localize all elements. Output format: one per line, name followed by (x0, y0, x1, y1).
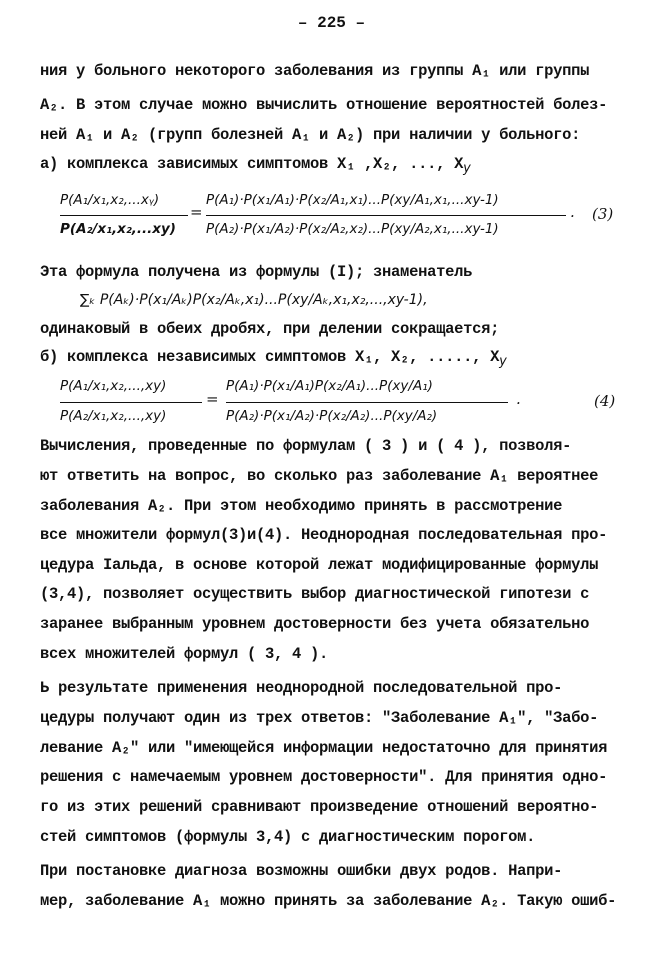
formula-3-right-numerator: P(A₁)·P(x₁/A₁)·P(x₂/A₁,x₁)...P(xy/A₁,x₁,...xy-1) (206, 192, 499, 208)
subscript: y (463, 161, 471, 177)
text-line: го из этих решений сравнивают произведение отношений вероятно- (40, 798, 599, 816)
equals-sign: = (206, 390, 219, 408)
text-line (40, 348, 506, 369)
text-line: (3,4), позволяет осуществить выбор диагностической гипотези с (40, 585, 590, 603)
text-fragment: б) комплекса независимых симптомов X₁, X₂, ....., X (40, 348, 500, 366)
formula-4-right-numerator: P(A₁)·P(x₁/A₁)P(x₂/A₁)...P(xy/A₁) (226, 378, 433, 394)
subscript: y (499, 354, 507, 370)
formula-4-right-denominator: P(A₂)·P(x₁/A₂)·P(x₂/A₂)...P(xy/A₂) (226, 408, 438, 424)
fraction-bar (206, 215, 566, 216)
formula-3-label: (3) (592, 205, 614, 223)
text-line: заболевания A₂. При этом необходимо принять в рассмотрение (40, 497, 563, 515)
page-number: – 225 – (297, 14, 366, 32)
text-line: При постановке диагноза возможны ошибки двух родов. Напри- (40, 862, 563, 880)
formula-4-left-denominator: P(A₂/x₁,x₂,...,xy) (60, 408, 167, 424)
text-line: цедура Iальда, в основе которой лежат модифицированные формулы (40, 556, 599, 574)
text-line: цедуры получают один из трех ответов: "Заболевание A₁", "Забо- (40, 709, 599, 727)
fraction-bar (60, 215, 188, 216)
equals-sign: = (190, 203, 203, 221)
text-line: Ь результате применения неоднородной последовательной про- (40, 679, 563, 697)
text-line: Эта формула получена из формулы (I); знаменатель (40, 263, 473, 281)
formula-4-label: (4) (594, 392, 616, 410)
text-line: ния у больного некоторого заболевания из группы A₁ или группы (40, 62, 590, 80)
fraction-bar (60, 402, 202, 403)
text-line: ней A₁ и A₂ (групп болезней A₁ и A₂) при наличии у больного: (40, 126, 581, 144)
formula-3-right-denominator: P(A₂)·P(x₁/A₂)·P(x₂/A₂,x₂)...P(xy/A₂,x₁,...xy-1) (206, 221, 499, 237)
fraction-bar (226, 402, 508, 403)
text-line (40, 155, 470, 176)
text-line: все множители формул(3)и(4). Неоднородная последовательная про- (40, 526, 608, 544)
formula-4-left-numerator: P(A₁/x₁,x₂,...,xy) (60, 378, 167, 394)
text-line: стей симптомов (формулы 3,4) с диагностическим порогом. (40, 828, 536, 846)
formula-3-left-numerator: P(A₁/x₁,x₂,...xᵧ) (60, 192, 160, 208)
text-line: решения с намечаемым уровнем достоверности". Для принятия одно- (40, 768, 608, 786)
text-line: A₂. В этом случае можно вычислить отношение вероятностей болез- (40, 96, 608, 114)
formula-3-left-denominator: P(A₂/x₁,x₂,...xy) (60, 221, 176, 237)
text-line: левание A₂" или "имеющейся информации недостаточно для принятия (40, 739, 608, 757)
text-fragment: а) комплекса зависимых симптомов X₁ ,X₂, ..., X (40, 155, 464, 173)
text-line: мер, заболевание A₁ можно принять за заболевание A₂. Такую ошиб- (40, 892, 617, 910)
text-line: всех множителей формул ( 3, 4 ). (40, 645, 329, 663)
text-line: одинаковый в обеих дробях, при делении сокращается; (40, 320, 500, 338)
formula-punctuation: . (516, 390, 521, 408)
text-line: ют ответить на вопрос, во сколько раз заболевание A₁ вероятнее (40, 467, 599, 485)
formula-punctuation: . (570, 203, 575, 221)
denominator-sum-expression: ∑ₖ P(Aₖ)·P(x₁/Aₖ)P(x₂/Aₖ,x₁)...P(xy/Aₖ,x₁,x₂,...,xy-1), (80, 292, 428, 308)
text-line: заранее выбранным уровнем достоверности без учета обязательно (40, 615, 590, 633)
text-line: Вычисления, проведенные по формулам ( 3 ) и ( 4 ), позволя- (40, 437, 572, 455)
